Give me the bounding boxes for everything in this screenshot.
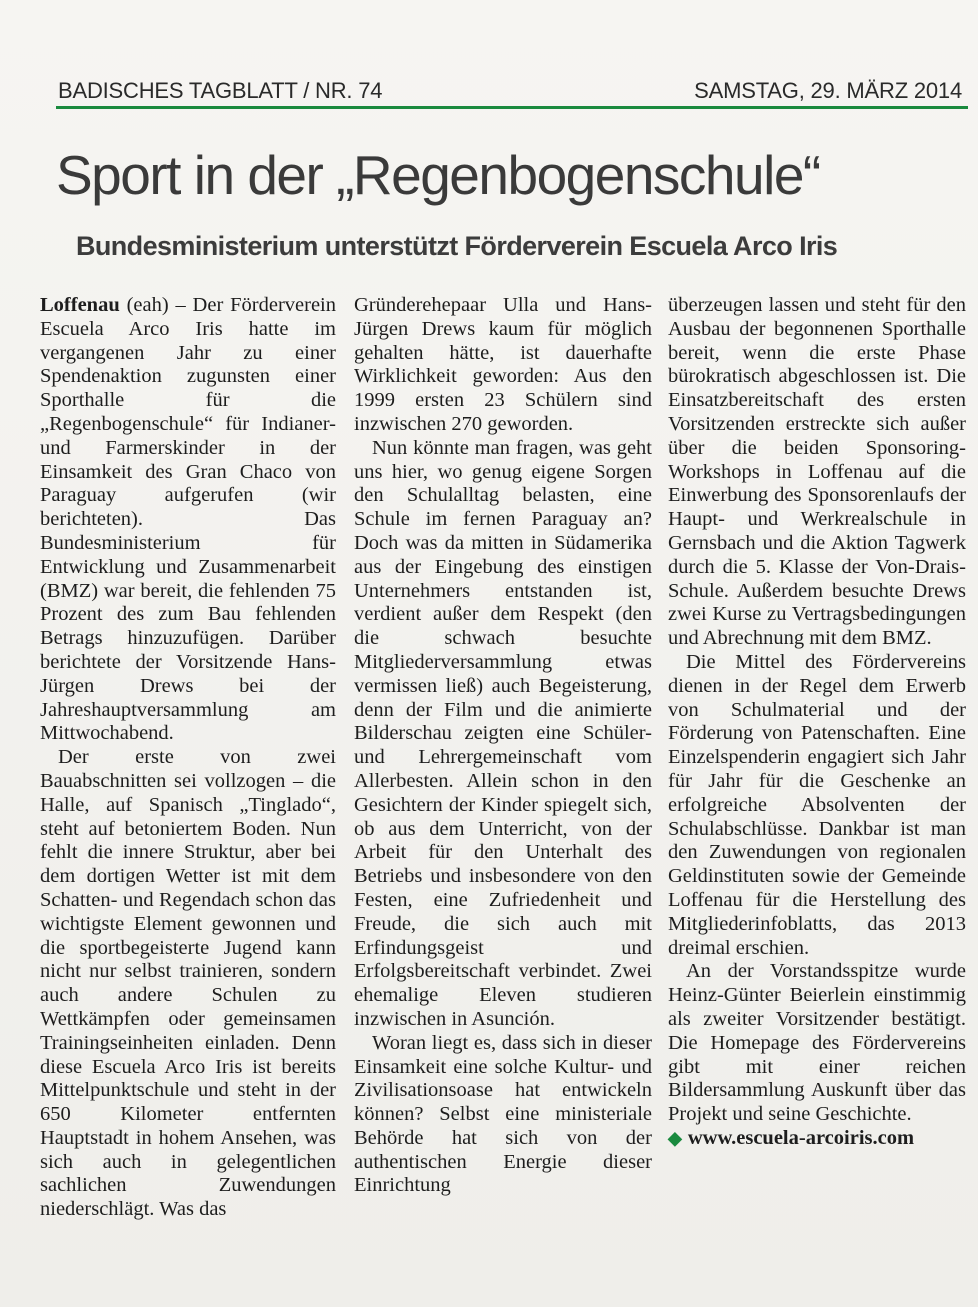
- paragraph-text: (eah) – Der Förderverein Escuela Arco Iris hatte im vergangenen Jahr zu einer Spendenaktion zugunsten einer Sporthalle für die „Regenbogenschule“ für Indianer- und Farmerskinder in der Einsamkeit des Gran Chaco von Paraguay aufgerufen (wir berichteten). Das Bundesministerium für Entwicklung und Zusammenarbeit (BMZ) war bereit, die fehlenden 75 Prozent des zum Bau fehlenden Betrags hinzuzufügen. Darüber berichtete der Vorsitzende Hans-Jürgen Drews bei der Jahreshauptversammlung am Mittwochabend.: [40, 294, 336, 745]
- article-column-1: [40, 294, 336, 1222]
- article-headline: Sport in der „Regenbogenschule“: [56, 144, 820, 206]
- article-column-2: [354, 294, 652, 1198]
- issue-date: SAMSTAG, 29. MÄRZ 2014: [694, 78, 962, 103]
- website-link-line: [668, 1127, 966, 1151]
- paragraph: [40, 294, 336, 746]
- dateline: Loffenau: [40, 294, 120, 316]
- paragraph: Nun könnte man fragen, was geht uns hier, wo genug eigene Sorgen den Schulalltag belasten, eine Schule im fernen Paraguay an? Doch was da mitten in Südamerika aus der Eingebung des einstigen Unternehmers entstanden ist, verdient außer dem Respekt (den die schwach besuchte Mitgliederversammlung etwas vermissen ließ) auch Begeisterung, denn der Film und die animierte Bilderschau zeigten eine Schüler- und Lehrergemeinschaft vom Allerbesten. Allein schon in den Gesichtern der Kinder spiegelt sich, ob aus dem Unterricht, von der Arbeit für den Unterhalt des Betriebs und insbesondere von den Festen, eine Zufriedenheit und Freude, die sich auch mit Erfindungsgeist und Erfolgsbereitschaft verbindet. Zwei ehemalige Eleven studieren inzwischen in Asunción.: [354, 436, 652, 1030]
- website-link[interactable]: www.escuela-arcoiris.com: [687, 1126, 915, 1149]
- diamond-bullet-icon: ◆: [668, 1127, 682, 1148]
- paragraph: Gründerehepaar Ulla und Hans-Jürgen Drews kaum für möglich gehalten hätte, ist dauerhafte Wirklichkeit geworden: Aus den 1999 ersten 23 Schülern sind inzwischen 270 geworden.: [354, 294, 652, 435]
- paragraph: Woran liegt es, dass sich in dieser Einsamkeit eine solche Kultur- und Zivilisationsoase hat entwickeln können? Selbst eine ministeriale Behörde hat sich von der authentischen Energie dieser Einrichtung: [354, 1031, 652, 1197]
- paragraph: Die Mittel des Fördervereins dienen in der Regel dem Erwerb von Schulmaterial und der Förderung von Patenschaften. Eine Einzelspenderin engagiert sich Jahr für Jahr für die Geschenke an erfolgreiche Absolventen der Schulabschlüsse. Dankbar ist man den Zuwendungen von regionalen Geldinstituten sowie der Gemeinde Loffenau für die Herstellung des Mitgliederinfoblatts, das 2013 dreimal erschien.: [668, 650, 966, 959]
- paragraph: überzeugen lassen und steht für den Ausbau der begonnenen Sporthalle bereit, wenn die erste Phase bürokratisch abgeschlossen ist. Die Einsatzbereitschaft des ersten Vorsitzenden erstreckte sich außer über die beiden Sponsoring-Workshops in Loffenau auf die Einwerbung des Sponsorenlaufs der Haupt- und Werkrealschule in Gernsbach und die Aktion Tagwerk durch die 5. Klasse der Von-Drais-Schule. Außerdem besuchte Drews zwei Kurse zu Vertragsbedingungen und Abrechnung mit dem BMZ.: [668, 294, 966, 650]
- paragraph: Der erste von zwei Bauabschnitten sei vollzogen – die Halle, auf Spanisch „Tinglado“, steht auf betoniertem Boden. Nun fehlt die innere Struktur, aber bei dem dortigen Wetter ist mit dem Schatten- und Regendach schon das wichtigste Element gewonnen und die sportbegeisterte Jugend kann nicht nur selbst trainieren, sondern auch andere Schulen zu Wettkämpfen oder gemeinsamen Trainingseinheiten einladen. Denn diese Escuela Arco Iris ist bereits Mittelpunktschule und steht in der 650 Kilometer entfernten Hauptstadt in hohem Ansehen, was sich auch in gelegentlichen sachlichen Zuwendungen niederschlägt. Was das: [40, 746, 336, 1221]
- newspaper-name: BADISCHES TAGBLATT / NR. 74: [58, 78, 383, 103]
- article-subheadline: Bundesministerium unterstützt Förderverein Escuela Arco Iris: [76, 231, 838, 261]
- paragraph: An der Vorstandsspitze wurde Heinz-Günter Beierlein einstimmig als zweiter Vorsitzender bestätigt. Die Homepage des Fördervereins gibt mit einer reichen Bildersammlung Auskunft über das Projekt und seine Geschichte.: [668, 960, 966, 1126]
- masthead: [56, 78, 968, 108]
- masthead-divider: [56, 106, 968, 109]
- article-column-3: [668, 294, 966, 1151]
